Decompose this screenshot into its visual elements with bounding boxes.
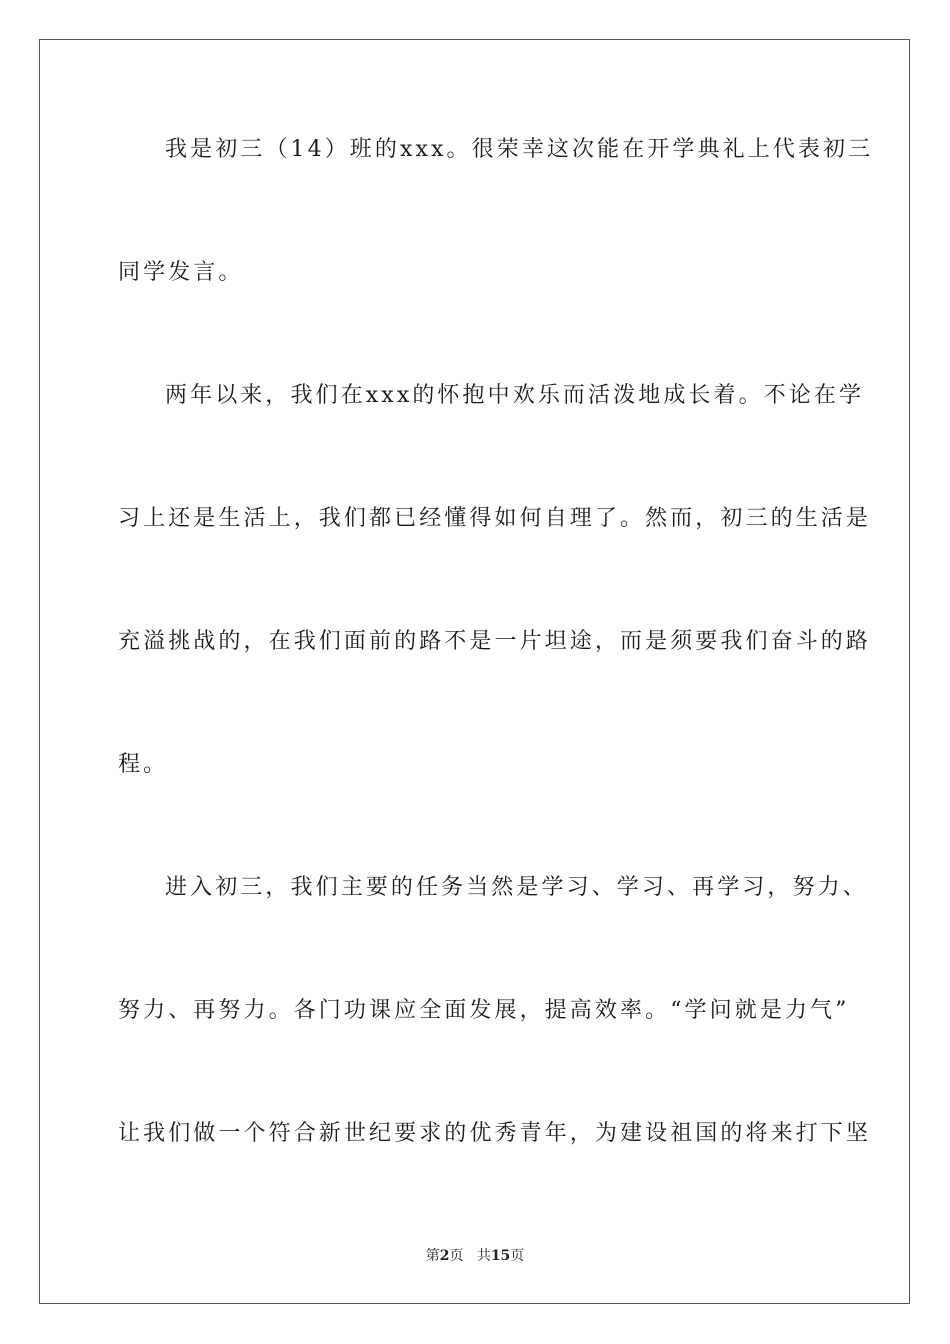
page-footer: [0, 1246, 950, 1266]
paragraph-1-line-1: 我是初三（14）班的xxx。很荣幸这次能在开学典礼上代表初三: [165, 137, 874, 162]
paragraph-3-line-3: 让我们做一个符合新世纪要求的优秀青年，为建设祖国的将来打下坚: [118, 1121, 872, 1146]
paragraph-2-line-1: 两年以来，我们在xxx的怀抱中欢乐而活泼地成长着。不论在学: [165, 383, 865, 408]
paragraph-2-line-2: 习上还是生活上，我们都已经懂得如何自理了。然而，初三的生活是: [118, 506, 872, 531]
footer-total-prefix: 共: [476, 1248, 491, 1264]
footer-total-suffix: 页: [510, 1248, 525, 1264]
paragraph-2-line-3: 充溢挑战的，在我们面前的路不是一片坦途，而是须要我们奋斗的路: [118, 629, 872, 654]
total-page-count: 15: [490, 1248, 511, 1264]
footer-prefix: 第: [425, 1248, 440, 1264]
current-page-number: 2: [439, 1248, 450, 1264]
paragraph-3-line-1: 进入初三，我们主要的任务当然是学习、学习、再学习，努力、: [165, 875, 868, 900]
paragraph-2-line-4: 程。: [118, 752, 169, 777]
paragraph-3-line-2: 努力、再努力。各门功课应全面发展，提高效率。“学问就是力气”: [118, 998, 850, 1023]
page-border: [39, 39, 910, 1304]
paragraph-1-line-2: 同学发言。: [118, 260, 244, 285]
footer-page-suffix: 页: [449, 1248, 464, 1264]
